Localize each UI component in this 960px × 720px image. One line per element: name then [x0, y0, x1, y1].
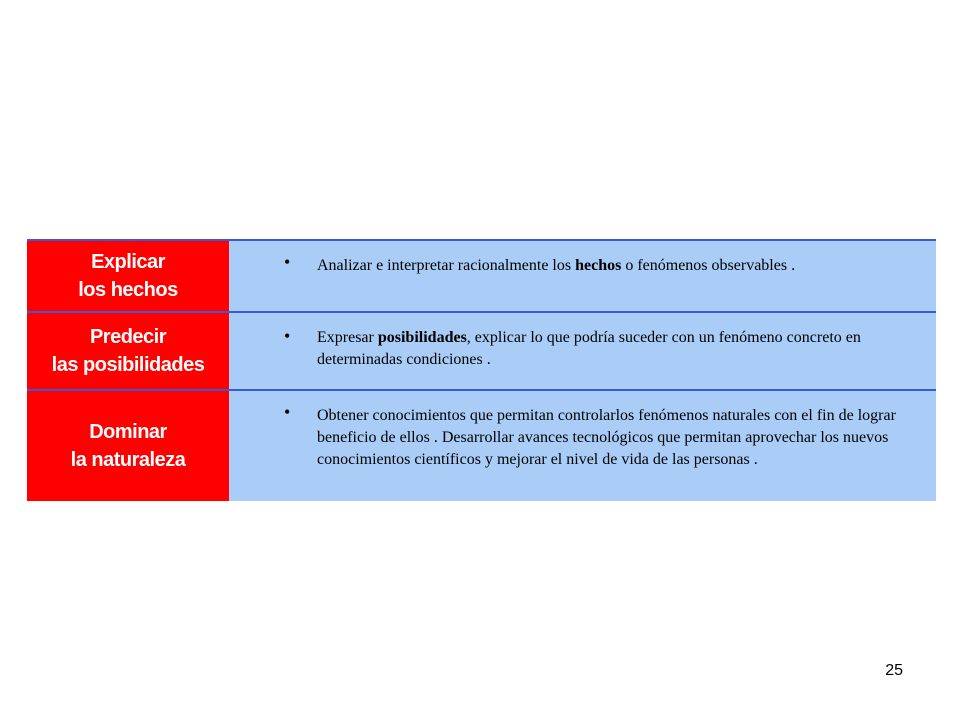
table-row-dominar — [27, 389, 936, 501]
row-description — [317, 327, 918, 371]
description-text-after: , explicar lo que podría suceder con un fenómeno concreto en determinadas condiciones . — [317, 329, 861, 368]
page-number: 25 — [885, 662, 903, 679]
row-description-cell — [229, 391, 936, 501]
description-text-before: Obtener conocimientos que permitan controlarlos fenómenos naturales con el fin de lograr beneficio de ellos . Desarrollar avances tecnológicos que permitan aprovechar los nuevos conocimientos científicos y mejorar el nivel de vida de las personas . — [317, 407, 896, 468]
row-description — [317, 255, 918, 277]
table-row-explicar — [27, 241, 936, 311]
row-title-line2: las posibilidades — [51, 354, 205, 376]
row-title-line1: Predecir — [89, 326, 167, 348]
row-title-line1: Explicar — [91, 251, 165, 273]
description-text-bold: hechos — [575, 257, 622, 274]
description-text-before: Expresar — [317, 329, 378, 346]
bullet-icon: • — [284, 252, 291, 272]
objectives-table — [27, 239, 936, 501]
row-title-cell — [27, 391, 229, 501]
description-text-bold: posibilidades — [377, 329, 467, 346]
row-title-line1: Dominar — [89, 421, 167, 443]
description-text-before: Analizar e interpretar racionalmente los — [317, 257, 576, 274]
row-title-cell — [27, 241, 229, 311]
row-title-line2: la naturaleza — [70, 449, 186, 471]
bullet-icon: • — [284, 326, 291, 346]
row-title-line2: los hechos — [78, 279, 178, 301]
row-title-cell — [27, 313, 229, 389]
row-description-cell — [229, 241, 936, 311]
description-text-after: o fenómenos observables . — [621, 257, 796, 274]
row-description-cell — [229, 313, 936, 389]
bullet-icon: • — [284, 402, 291, 422]
row-description — [317, 405, 918, 471]
table-row-predecir — [27, 311, 936, 389]
